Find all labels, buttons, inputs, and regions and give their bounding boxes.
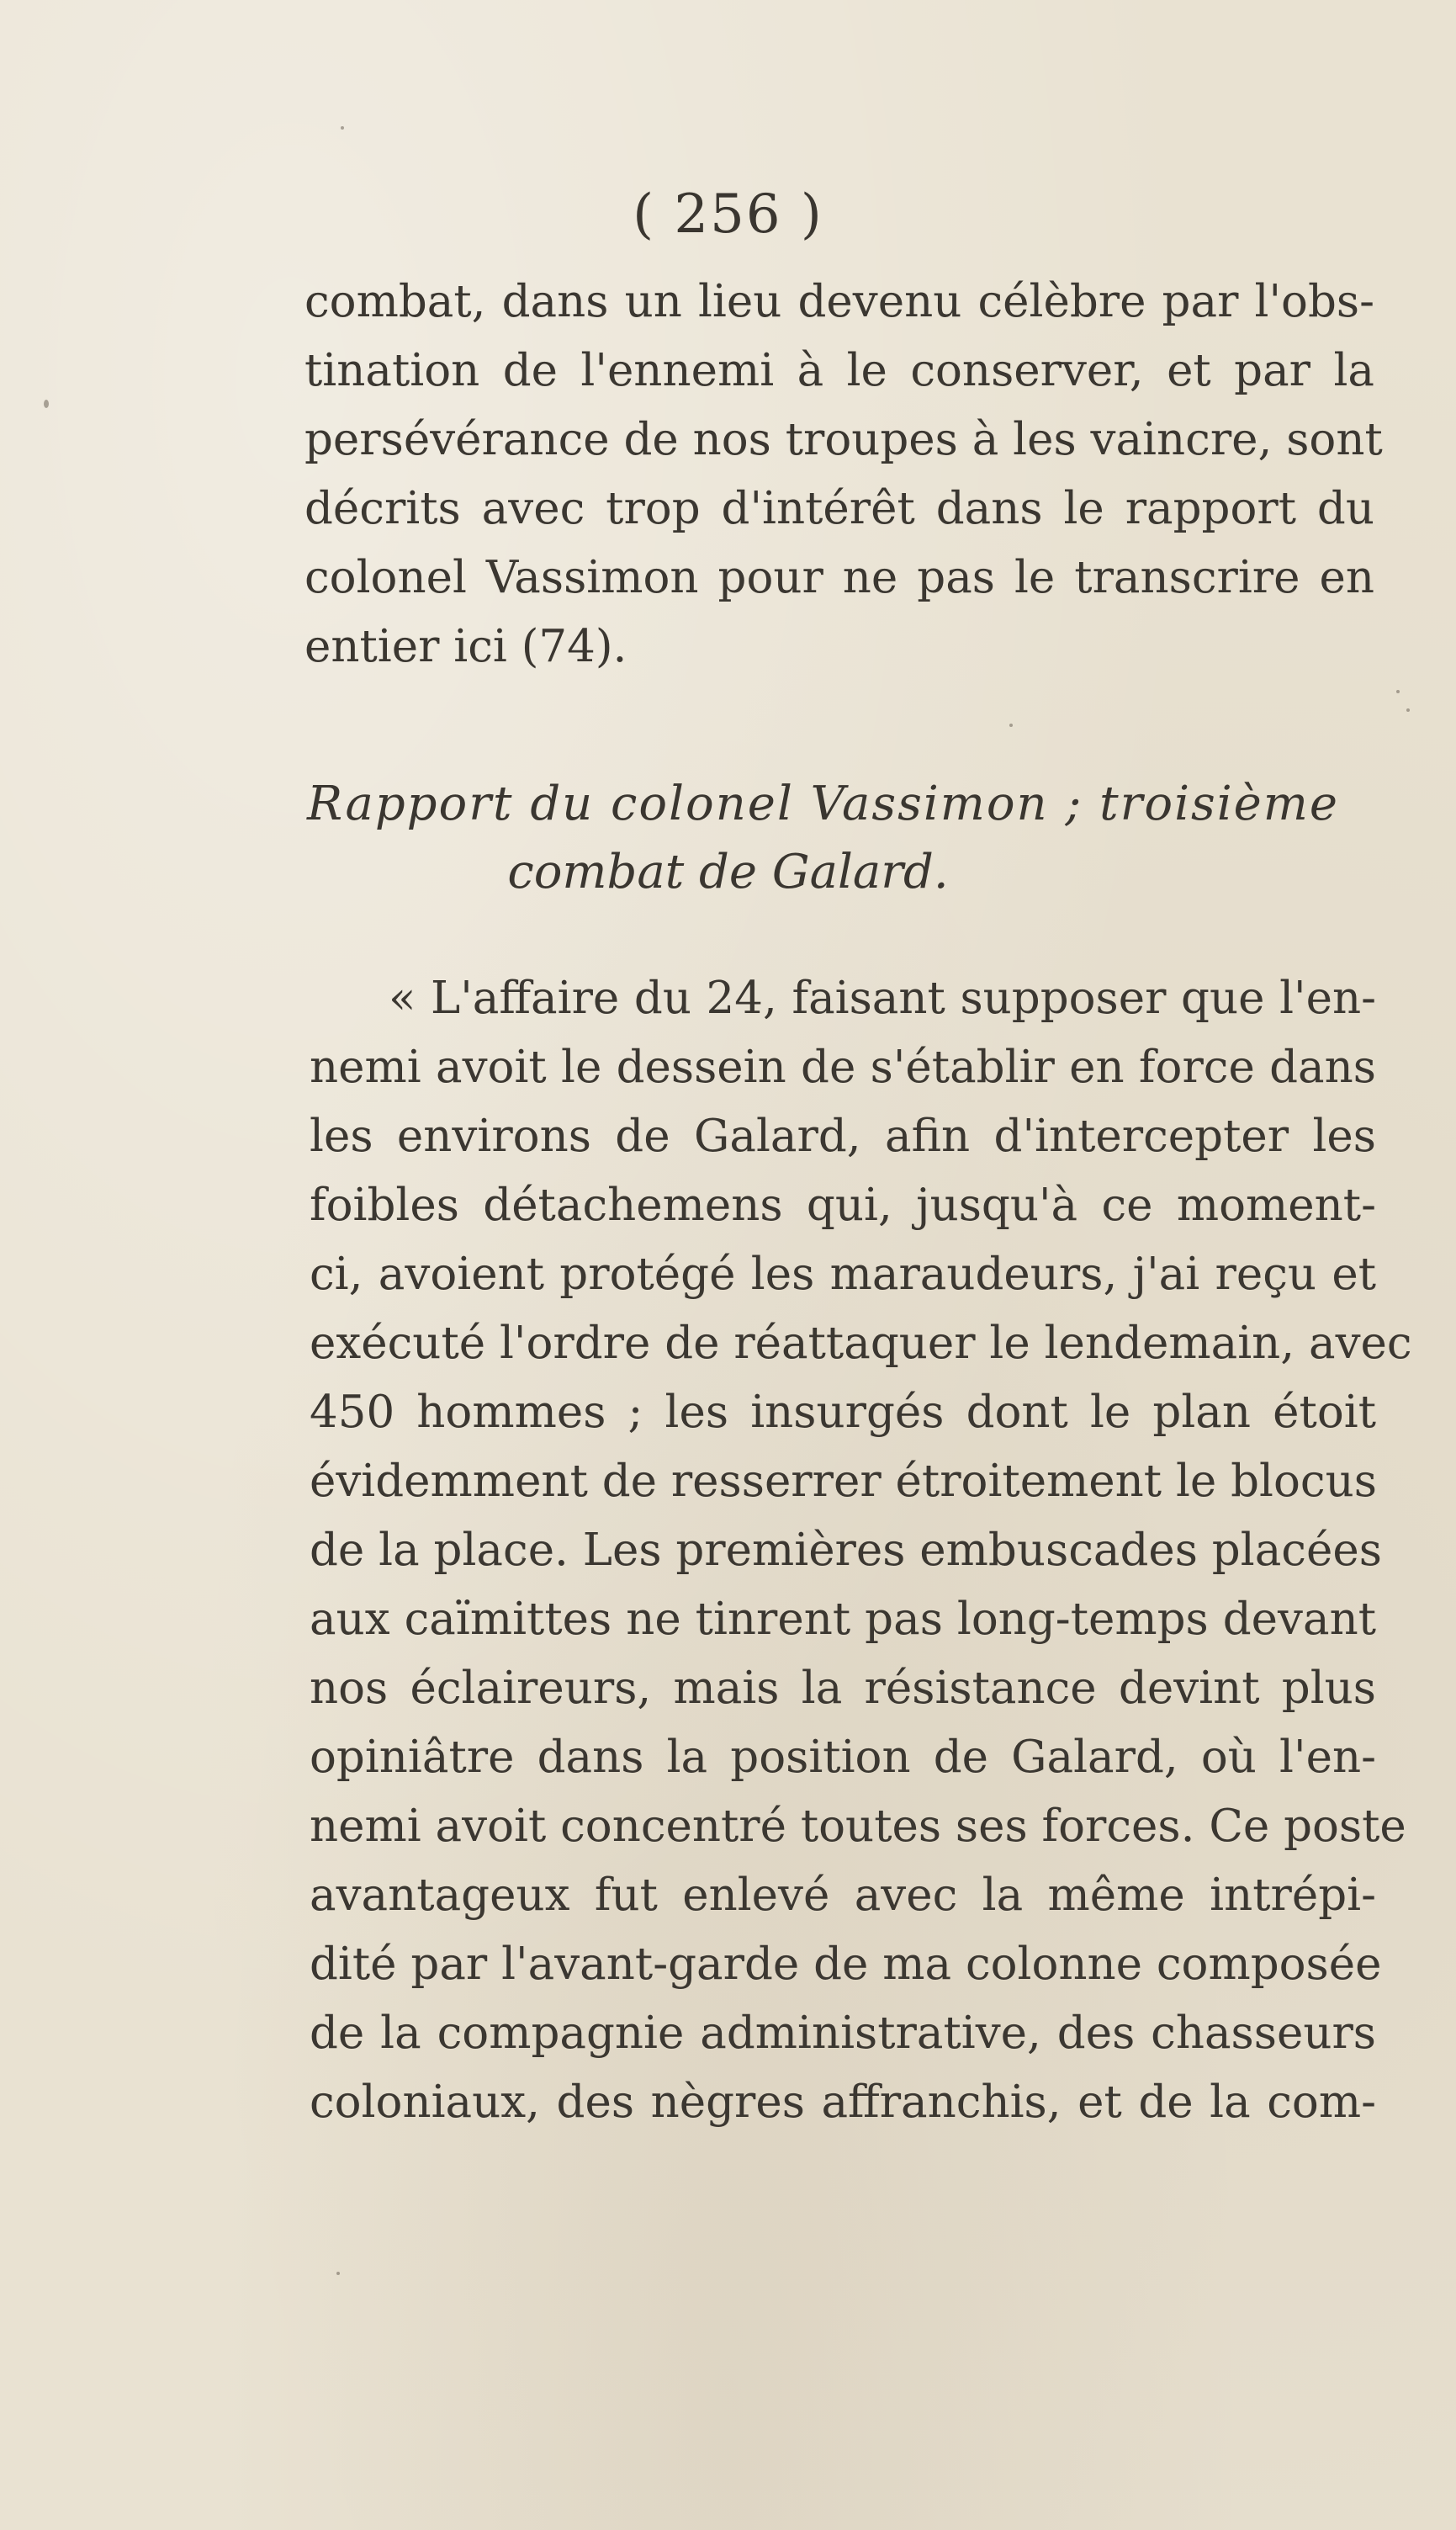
paragraph-1 bbox=[304, 268, 1383, 682]
paper-speck bbox=[341, 126, 344, 130]
text-line: nos éclaireurs, mais la résistance devint plus bbox=[310, 1663, 1376, 1714]
paper-speck bbox=[44, 400, 49, 408]
page-number: ( 256 ) bbox=[633, 183, 823, 246]
text-line: 450 hommes ; les insurgés dont le plan étoit bbox=[310, 1387, 1376, 1438]
section-heading-line-2: combat de Galard. bbox=[507, 845, 949, 899]
text-line: dité par l'avant-garde de ma colonne composée bbox=[310, 1939, 1382, 1990]
text-line: décrits avec trop d'intérêt dans le rapport du bbox=[304, 483, 1374, 534]
text-line: colonel Vassimon pour ne pas le transcrire en bbox=[304, 552, 1374, 603]
paper-speck bbox=[1009, 724, 1013, 727]
text-line: exécuté l'ordre de réattaquer le lendemain, avec bbox=[310, 1318, 1412, 1369]
text-line: avantageux fut enlevé avec la même intrépi- bbox=[310, 1870, 1376, 1921]
paragraph-2 bbox=[310, 964, 1412, 2137]
paper-speck bbox=[1396, 690, 1400, 693]
text-line: coloniaux, des nègres affranchis, et de la com- bbox=[310, 2077, 1376, 2128]
text-line: nemi avoit concentré toutes ses forces. Ce poste bbox=[310, 1801, 1406, 1852]
paper-speck bbox=[336, 2272, 340, 2275]
section-heading-line-1: Rapport du colonel Vassimon ; troisième bbox=[307, 777, 1340, 831]
text-line: ci, avoient protégé les maraudeurs, j'ai reçu et bbox=[310, 1249, 1376, 1300]
text-line: persévérance de nos troupes à les vaincre, sont bbox=[304, 414, 1383, 465]
text-line: foibles détachemens qui, jusqu'à ce moment- bbox=[310, 1180, 1376, 1231]
text-line: « L'affaire du 24, faisant supposer que l'en- bbox=[389, 973, 1376, 1024]
text-line: combat, dans un lieu devenu célèbre par l'obs- bbox=[304, 276, 1374, 327]
text-line: aux caïmittes ne tinrent pas long-temps devant bbox=[310, 1594, 1376, 1645]
text-line: entier ici (74). bbox=[304, 621, 627, 672]
text-line: évidemment de resserrer étroitement le blocus bbox=[310, 1456, 1377, 1507]
text-line: les environs de Galard, afin d'intercepter les bbox=[310, 1111, 1376, 1162]
text-line: de la place. Les premières embuscades placées bbox=[310, 1525, 1382, 1576]
text-line: nemi avoit le dessein de s'établir en force dans bbox=[310, 1042, 1376, 1093]
paper-speck bbox=[522, 1557, 525, 1560]
text-line: opiniâtre dans la position de Galard, où l'en- bbox=[310, 1732, 1376, 1783]
text-line: de la compagnie administrative, des chasseurs bbox=[310, 2008, 1376, 2059]
paper-speck bbox=[1406, 708, 1410, 712]
text-line: tination de l'ennemi à le conserver, et par la bbox=[304, 345, 1374, 396]
